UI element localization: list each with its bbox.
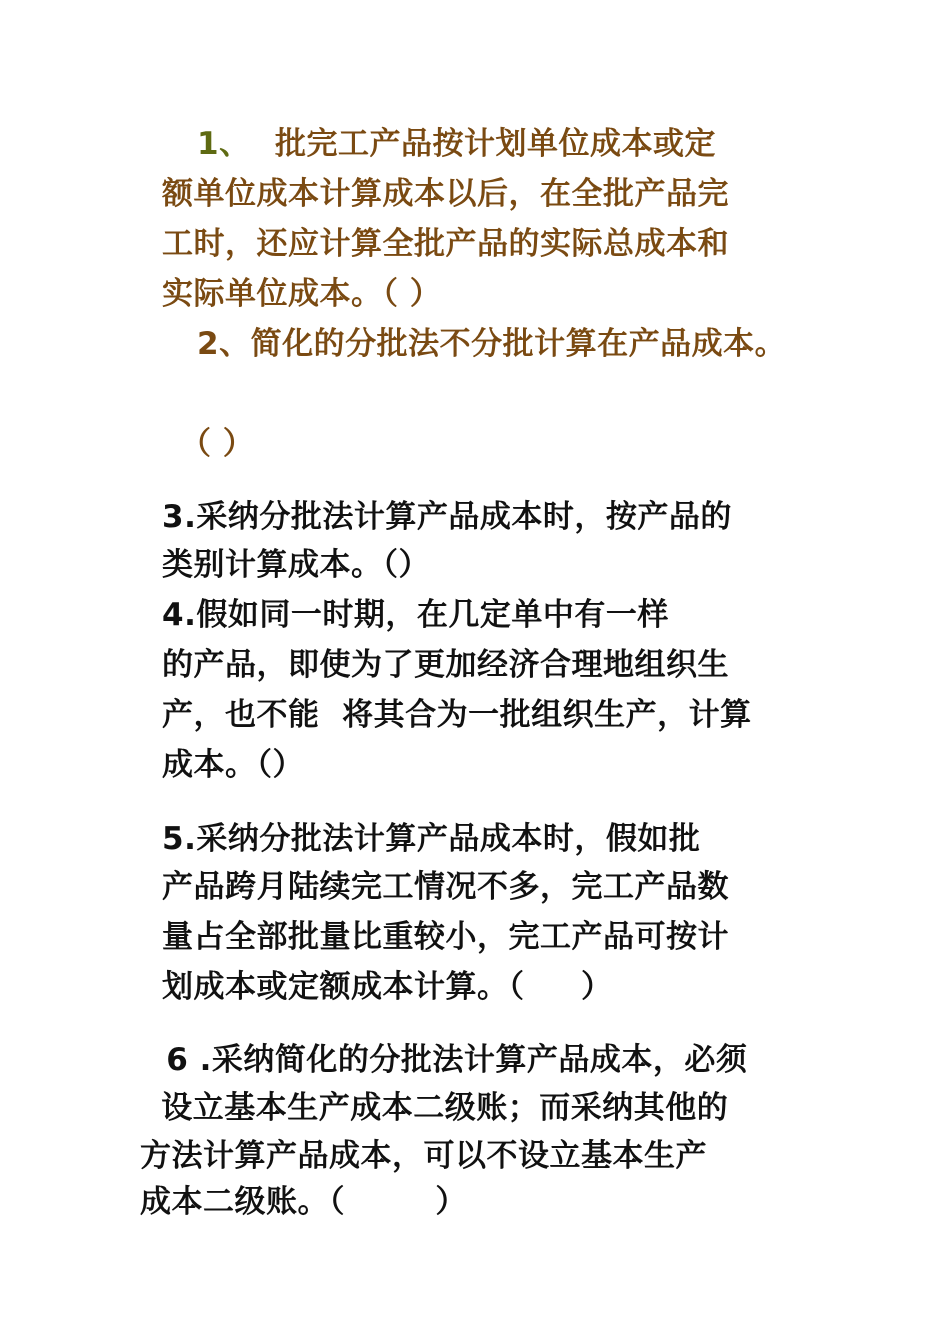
question-5-line-1: 5.采纳分批法计算产品成本时，假如批: [162, 821, 701, 857]
question-5-line-4: 划成本或定额成本计算。（ ）: [162, 969, 613, 1005]
question-4-line-3: 产，也不能 将其合为一批组织生产，计算: [162, 697, 752, 733]
question-5-line-3: 量占全部批量比重较小，完工产品可按计: [162, 919, 729, 955]
question-6-line-1: 6 .采纳简化的分批法计算产品成本，必须: [155, 1042, 748, 1078]
question-5-line-2: 产品跨月陆续完工情况不多，完工产品数: [162, 869, 729, 905]
question-6-line-3: 方法计算产品成本，可以不设立基本生产: [140, 1138, 707, 1174]
question-1-line-4: 实际单位成本。（ ）: [162, 276, 442, 312]
question-1-line-1: 批完工产品按计划单位成本或定: [275, 126, 716, 162]
question-1-line-3: 工时，还应计算全批产品的实际总成本和: [162, 226, 729, 262]
question-1-line-2: 额单位成本计算成本以后，在全批产品完: [162, 176, 729, 212]
question-2-answer-blank: （ ）: [180, 426, 255, 462]
question-3-line-2: 类别计算成本。（）: [162, 547, 430, 583]
question-1-number: 1、: [197, 126, 251, 162]
question-6-line-4: 成本二级账。（ ）: [140, 1184, 467, 1220]
question-4-line-4: 成本。（）: [162, 747, 304, 783]
question-6-line-2: 设立基本生产成本二级账；而采纳其他的: [150, 1090, 729, 1126]
question-4-line-2: 的产品，即使为了更加经济合理地组织生: [162, 647, 729, 683]
question-3-line-1: 3.采纳分批法计算产品成本时，按产品的: [162, 499, 732, 535]
question-2-line-1: 2、简化的分批法不分批计算在产品成本。: [197, 326, 787, 362]
question-4-line-1: 4.假如同一时期，在几定单中有一样: [162, 597, 669, 633]
